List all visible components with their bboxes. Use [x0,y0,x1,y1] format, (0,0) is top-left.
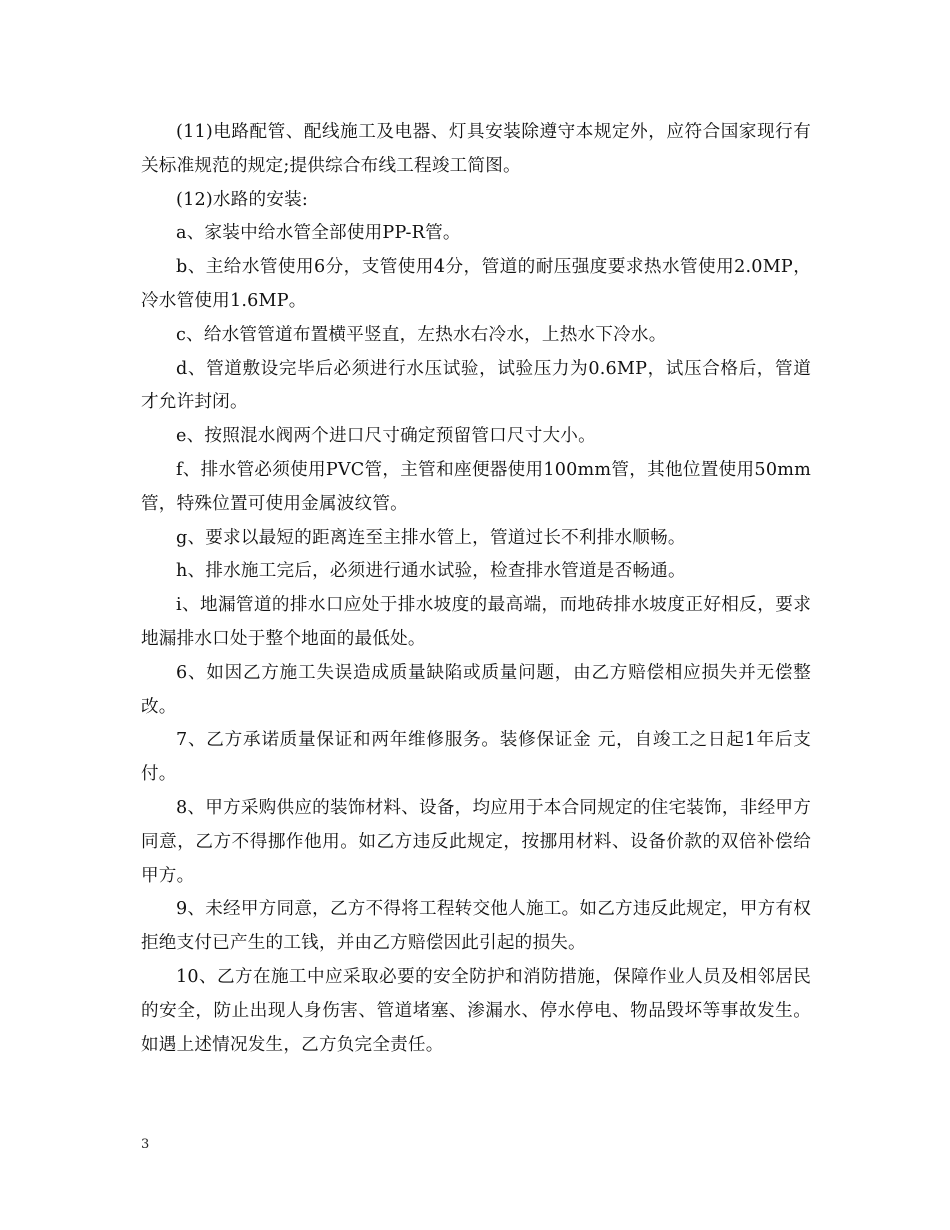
paragraph-clause-10: 10、乙方在施工中应采取必要的安全防护和消防措施，保障作业人员及相邻居民的安全，防止出现人身伤害、管道堵塞、渗漏水、停水停电、物品毁坏等事故发生。如遇上述情况发生，乙方负完全责任。 [141,966,811,1055]
paragraph-item-a: a、家装中给水管全部使用PP-R管。 [176,223,461,244]
paragraph-item-g: g、要求以最短的距离连至主排水管上，管道过长不利排水顺畅。 [176,527,686,548]
paragraph-clause-7: 7、乙方承诺质量保证和两年维修服务。装修保证金 元，自竣工之日起1年后支付。 [141,730,811,785]
paragraph-12-plumbing-heading: (12)水路的安装: [176,189,309,210]
paragraph-clause-6: 6、如因乙方施工失误造成质量缺陷或质量问题，由乙方赔偿相应损失并无偿整改。 [141,662,811,717]
paragraph-item-f: f、排水管必须使用PVC管，主管和座便器使用100mm管，其他位置使用50mm管，特殊位置可使用金属波纹管。 [141,459,811,514]
page-number: 3 [141,1137,150,1152]
paragraph-clause-8: 8、甲方采购供应的装饰材料、设备，均应用于本合同规定的住宅装饰，非经甲方同意，乙方不得挪作他用。如乙方违反此规定，按挪用材料、设备价款的双倍补偿给甲方。 [141,797,811,886]
paragraph-item-b: b、主给水管使用6分，支管使用4分，管道的耐压强度要求热水管使用2.0MP，冷水管使用1.6MP。 [141,257,811,311]
paragraph-item-h: h、排水施工完后，必须进行通水试验，检查排水管道是否畅通。 [176,561,686,582]
paragraph-clause-9: 9、未经甲方同意，乙方不得将工程转交他人施工。如乙方违反此规定，甲方有权拒绝支付已产生的工钱，并由乙方赔偿因此引起的损失。 [141,899,811,954]
paragraph-item-e: e、按照混水阀两个进口尺寸确定预留管口尺寸大小。 [176,426,596,447]
paragraph-11-electrical: (11)电路配管、配线施工及电器、灯具安装除遵守本规定外，应符合国家现行有关标准规范的规定;提供综合布线工程竣工简图。 [141,122,811,176]
document-body [141,116,811,1062]
paragraph-item-c: c、给水管管道布置横平竖直，左热水右冷水，上热水下冷水。 [176,324,667,345]
paragraph-item-d: d、管道敷设完毕后必须进行水压试验，试验压力为0.6MP，试压合格后，管道才允许封闭。 [141,358,811,413]
paragraph-item-i: i、地漏管道的排水口应处于排水坡度的最高端，而地砖排水坡度正好相反，要求地漏排水口处于整个地面的最低处。 [141,595,811,649]
